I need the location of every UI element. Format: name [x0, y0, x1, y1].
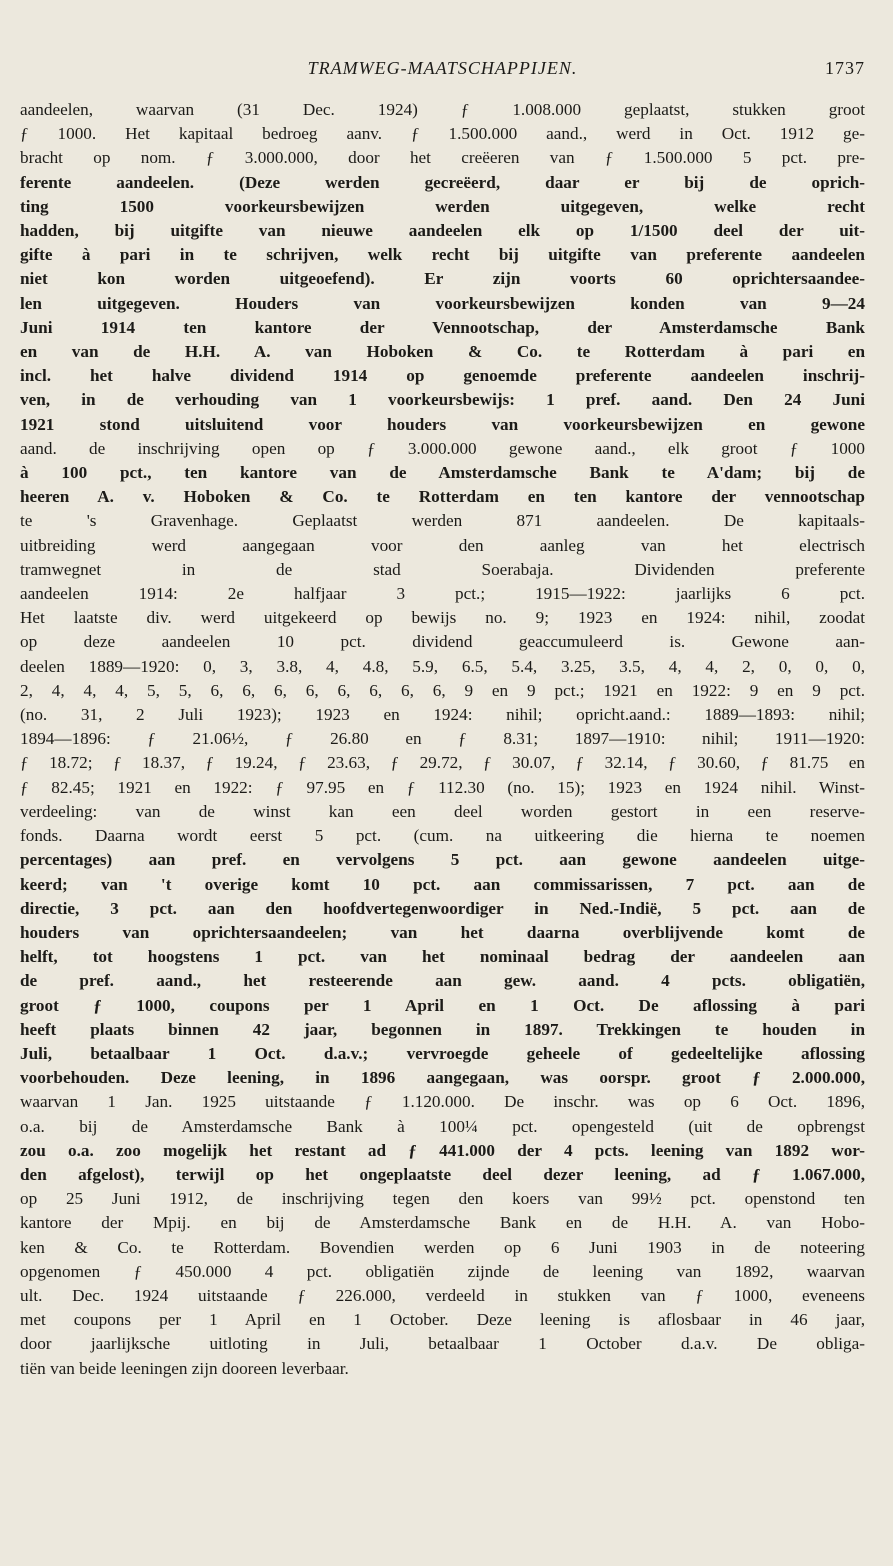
- text-line: de pref. aand., het resteerende aan gew. aand. 4 pcts. obligatiën,: [20, 971, 865, 991]
- text-line: met coupons per 1 April en 1 October. Deze leening is aflosbaar in 46 jaar,: [20, 1310, 865, 1330]
- text-line: o.a. bij de Amsterdamsche Bank à 100¼ pct. opengesteld (uit de opbrengst: [20, 1116, 865, 1136]
- page-number: 1737: [825, 58, 865, 78]
- text-line: ken & Co. te Rotterdam. Bovendien werden op 6 Juni 1903 in de noteering: [20, 1237, 865, 1257]
- text-line: bracht op nom. ƒ 3.000.000, door het creëeren van ƒ 1.500.000 5 pct. pre-: [20, 148, 865, 168]
- text-line: kantore der Mpij. en bij de Amsterdamsche Bank en de H.H. A. van Hobo-: [20, 1213, 865, 1233]
- running-title: TRAMWEG-MAATSCHAPPIJEN.: [307, 58, 578, 78]
- article-body: [20, 98, 865, 1381]
- text-line: aand. de inschrijving open op ƒ 3.000.000 gewone aand., elk groot ƒ 1000: [20, 438, 865, 458]
- text-line: 1894—1896: ƒ 21.06½, ƒ 26.80 en ƒ 8.31; 1897—1910: nihil; 1911—1920:: [20, 729, 865, 749]
- text-line: houders van oprichtersaandeelen; van het daarna overblijvende komt de: [20, 922, 865, 942]
- text-line: voorbehouden. Deze leening, in 1896 aangegaan, was oorspr. groot ƒ 2.000.000,: [20, 1068, 865, 1088]
- text-line: den afgelost), terwijl op het ongeplaatste deel dezer leening, ad ƒ 1.067.000,: [20, 1164, 865, 1184]
- text-line: Het laatste div. werd uitgekeerd op bewijs no. 9; 1923 en 1924: nihil, zoodat: [20, 608, 865, 628]
- text-line: aandeelen 1914: 2e halfjaar 3 pct.; 1915—1922: jaarlijks 6 pct.: [20, 584, 865, 604]
- text-line: op 25 Juni 1912, de inschrijving tegen den koers van 99½ pct. openstond ten: [20, 1189, 865, 1209]
- text-line: niet kon worden uitgeoefend). Er zijn voorts 60 oprichtersaandee-: [20, 269, 865, 289]
- page-header: [20, 58, 865, 88]
- text-line: 2, 4, 4, 4, 5, 5, 6, 6, 6, 6, 6, 6, 6, 6, 9 en 9 pct.; 1921 en 1922: 9 en 9 pct.: [20, 680, 865, 700]
- text-line: groot ƒ 1000, coupons per 1 April en 1 Oct. De aflossing à pari: [20, 995, 865, 1015]
- text-line: aandeelen, waarvan (31 Dec. 1924) ƒ 1.008.000 geplaatst, stukken groot: [20, 100, 865, 119]
- text-line: heeft plaats binnen 42 jaar, begonnen in 1897. Trekkingen te houden in: [20, 1019, 865, 1039]
- text-line: ven, in de verhouding van 1 voorkeursbewijs: 1 pref. aand. Den 24 Juni: [20, 390, 865, 410]
- text-line: verdeeling: van de winst kan een deel worden gestort in een reserve-: [20, 801, 865, 821]
- text-line: ult. Dec. 1924 uitstaande ƒ 226.000, verdeeld in stukken van ƒ 1000, eveneens: [20, 1285, 865, 1305]
- text-line: ƒ 18.72; ƒ 18.37, ƒ 19.24, ƒ 23.63, ƒ 29.72, ƒ 30.07, ƒ 32.14, ƒ 30.60, ƒ 81.75 en: [20, 753, 865, 773]
- text-line: op deze aandeelen 10 pct. dividend geaccumuleerd is. Gewone aan-: [20, 632, 865, 652]
- text-line: deelen 1889—1920: 0, 3, 3.8, 4, 4.8, 5.9, 6.5, 5.4, 3.25, 3.5, 4, 4, 2, 0, 0, 0,: [20, 656, 865, 676]
- text-line: ferente aandeelen. (Deze werden gecreëerd, daar er bij de oprich-: [20, 172, 865, 192]
- text-line: Juli, betaalbaar 1 Oct. d.a.v.; vervroegde geheele of gedeeltelijke aflossing: [20, 1043, 865, 1063]
- text-line: gifte à pari in te schrijven, welk recht bij uitgifte van preferente aandeelen: [20, 245, 865, 265]
- text-line: heeren A. v. Hoboken & Co. te Rotterdam en ten kantore der vennootschap: [20, 487, 865, 507]
- text-line: incl. het halve dividend 1914 op genoemde preferente aandeelen inschrij-: [20, 366, 865, 386]
- text-line: door jaarlijksche uitloting in Juli, betaalbaar 1 October d.a.v. De obliga-: [20, 1334, 865, 1354]
- text-line: percentages) aan pref. en vervolgens 5 pct. aan gewone aandeelen uitge-: [20, 850, 865, 870]
- text-line: len uitgegeven. Houders van voorkeursbewijzen konden van 9—24: [20, 293, 865, 313]
- text-line: ting 1500 voorkeursbewijzen werden uitgegeven, welke recht: [20, 196, 865, 216]
- text-line: te 's Gravenhage. Geplaatst werden 871 aandeelen. De kapitaals-: [20, 511, 865, 531]
- text-line: keerd; van 't overige komt 10 pct. aan commissarissen, 7 pct. aan de: [20, 874, 865, 894]
- text-line: ƒ 1000. Het kapitaal bedroeg aanv. ƒ 1.500.000 aand., werd in Oct. 1912 ge-: [20, 124, 865, 144]
- text-line: helft, tot hoogstens 1 pct. van het nominaal bedrag der aandeelen aan: [20, 947, 865, 967]
- text-line: opgenomen ƒ 450.000 4 pct. obligatiën zijnde de leening van 1892, waarvan: [20, 1261, 865, 1281]
- text-line: 1921 stond uitsluitend voor houders van voorkeursbewijzen en gewone: [20, 414, 865, 434]
- text-line: fonds. Daarna wordt eerst 5 pct. (cum. na uitkeering die hierna te noemen: [20, 826, 865, 846]
- text-line: (no. 31, 2 Juli 1923); 1923 en 1924: nihil; opricht.aand.: 1889—1893: nihil;: [20, 705, 865, 725]
- text-line: en van de H.H. A. van Hoboken & Co. te Rotterdam à pari en: [20, 342, 865, 362]
- text-line: waarvan 1 Jan. 1925 uitstaande ƒ 1.120.000. De inschr. was op 6 Oct. 1896,: [20, 1092, 865, 1112]
- text-line: Juni 1914 ten kantore der Vennootschap, der Amsterdamsche Bank: [20, 317, 865, 337]
- text-line: à 100 pct., ten kantore van de Amsterdamsche Bank te A'dam; bij de: [20, 463, 865, 483]
- text-line: tramwegnet in de stad Soerabaja. Dividenden preferente: [20, 559, 865, 579]
- text-line: zou o.a. zoo mogelijk het restant ad ƒ 441.000 der 4 pcts. leening van 1892 wor-: [20, 1140, 865, 1160]
- text-line: tiën van beide leeningen zijn dooreen leverbaar.: [20, 1358, 349, 1378]
- text-line: uitbreiding werd aangegaan voor den aanleg van het electrisch: [20, 535, 865, 555]
- text-line: directie, 3 pct. aan den hoofdvertegenwoordiger in Ned.-Indië, 5 pct. aan de: [20, 898, 865, 918]
- text-line: ƒ 82.45; 1921 en 1922: ƒ 97.95 en ƒ 112.30 (no. 15); 1923 en 1924 nihil. Winst-: [20, 777, 865, 797]
- text-line: hadden, bij uitgifte van nieuwe aandeelen elk op 1/1500 deel der uit-: [20, 221, 865, 241]
